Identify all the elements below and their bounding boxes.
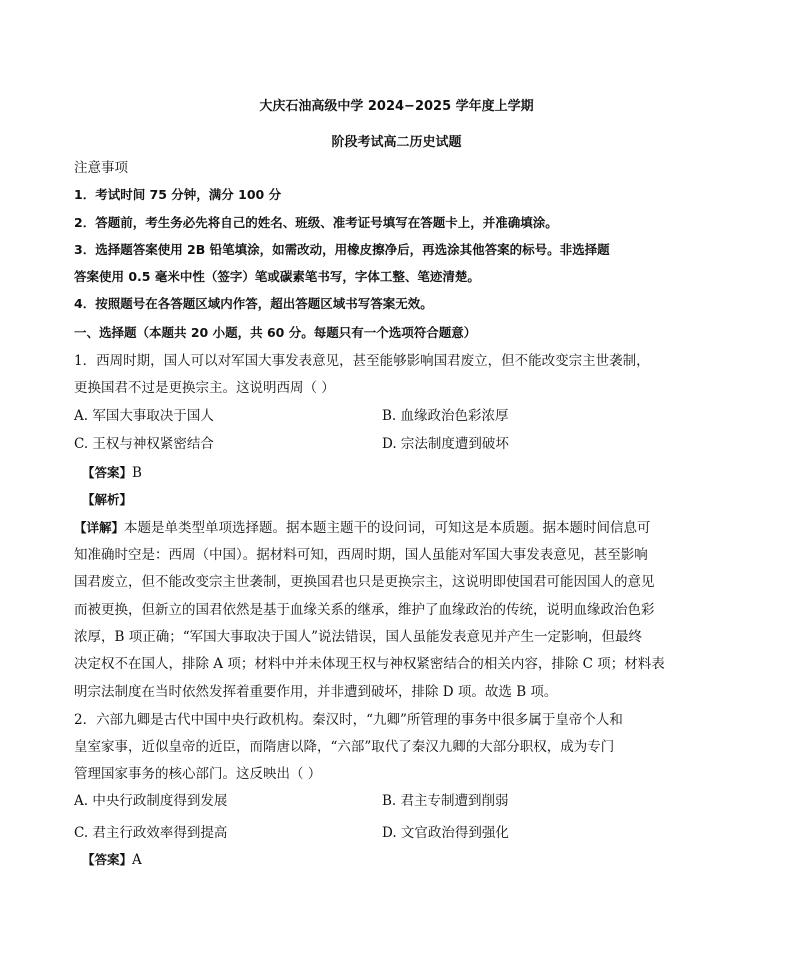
q2-stem: 2．六部九卿是古代中国中央行政机构。秦汉时，“九卿”所管理的事务中很多属于皇帝个人和 — [74, 712, 623, 728]
notice-item: 3．选择题答案使用 2B 铅笔填涂，如需改动，用橡皮擦净后，再选涂其他答案的标号。非选择题 — [74, 242, 610, 257]
answer-label: 【答案】 — [82, 465, 133, 480]
q1-detail: 明宗法制度在当时依然发挥着重要作用，并非遭到破坏，排除 D 项。故选 B 项。 — [74, 684, 558, 700]
q2-option-c: C. 君主行政效率得到提高 — [74, 825, 228, 841]
q2-stem: 管理国家事务的核心部门。这反映出（ ） — [74, 766, 322, 782]
q1-detail: 知准确时空是：西周（中国）。据材料可知，西周时期，国人虽能对军国大事发表意见，甚至影响 — [74, 547, 648, 563]
section-heading: 一、选择题（本题共 20 小题，共 60 分。每题只有一个选项符合题意） — [74, 325, 477, 340]
q1-option-a: A. 军国大事取决于国人 — [74, 408, 214, 424]
answer-value: B — [132, 465, 142, 481]
q1-detail: 国君废立，但不能改变宗主世袭制，更换国君也只是更换宗主，这说明即使国君可能因国人的意见 — [74, 574, 655, 590]
exam-title: 大庆石油高级中学 2024−2025 学年度上学期 — [259, 99, 534, 114]
answer-value: A — [132, 852, 142, 868]
notice-item: 1．考试时间 75 分钟，满分 100 分 — [74, 187, 282, 202]
q1-stem: 1．西周时期，国人可以对军国大事发表意见，甚至能够影响国君废立，但不能改变宗主世袭制， — [74, 353, 650, 369]
q1-detail: 【详解】本题是单类型单项选择题。据本题主题干的设问词，可知这是本质题。据本题时间信息可 — [74, 520, 651, 536]
detail-label: 【详解】 — [74, 520, 125, 535]
q1-option-d: D. 宗法制度遭到破坏 — [382, 436, 509, 452]
q2-option-d: D. 文官政治得到强化 — [382, 825, 509, 841]
q2-answer — [82, 851, 142, 869]
q1-detail: 浓厚，B 项正确；“军国大事取决于国人”说法错误，国人虽能发表意见并产生一定影响，但最终 — [74, 629, 643, 645]
q1-analysis-label: 【解析】 — [82, 492, 133, 507]
notice-heading: 注意事项 — [74, 160, 128, 176]
q2-option-b: B. 君主专制遭到削弱 — [382, 793, 509, 809]
notice-item: 答案使用 0.5 毫米中性（签字）笔或碳素笔书写，字体工整、笔迹清楚。 — [74, 269, 480, 284]
q1-stem: 更换国君不过是更换宗主。这说明西周（ ） — [74, 380, 335, 396]
notice-item: 4．按照题号在各答题区域内作答，超出答题区域书写答案无效。 — [74, 296, 433, 311]
q1-answer — [82, 464, 142, 482]
q2-stem: 皇室家事，近似皇帝的近臣，而隋唐以降，“六部”取代了秦汉九卿的大部分职权，成为专门 — [74, 739, 615, 755]
q1-detail: 决定权不在国人，排除 A 项；材料中并未体现王权与神权紧密结合的相关内容，排除 C 项；材料表 — [74, 656, 665, 672]
answer-label: 【答案】 — [82, 852, 133, 867]
q1-detail: 而被更换，但新立的国君依然是基于血缘关系的继承，维护了血缘政治的传统，说明血缘政治色彩 — [74, 602, 655, 618]
q1-option-c: C. 王权与神权紧密结合 — [74, 436, 214, 452]
q1-option-b: B. 血缘政治色彩浓厚 — [382, 408, 509, 424]
exam-subtitle: 阶段考试高二历史试题 — [331, 135, 462, 150]
notice-item: 2．答题前，考生务必先将自己的姓名、班级、准考证号填写在答题卡上，并准确填涂。 — [74, 215, 558, 230]
q2-option-a: A. 中央行政制度得到发展 — [74, 793, 228, 809]
